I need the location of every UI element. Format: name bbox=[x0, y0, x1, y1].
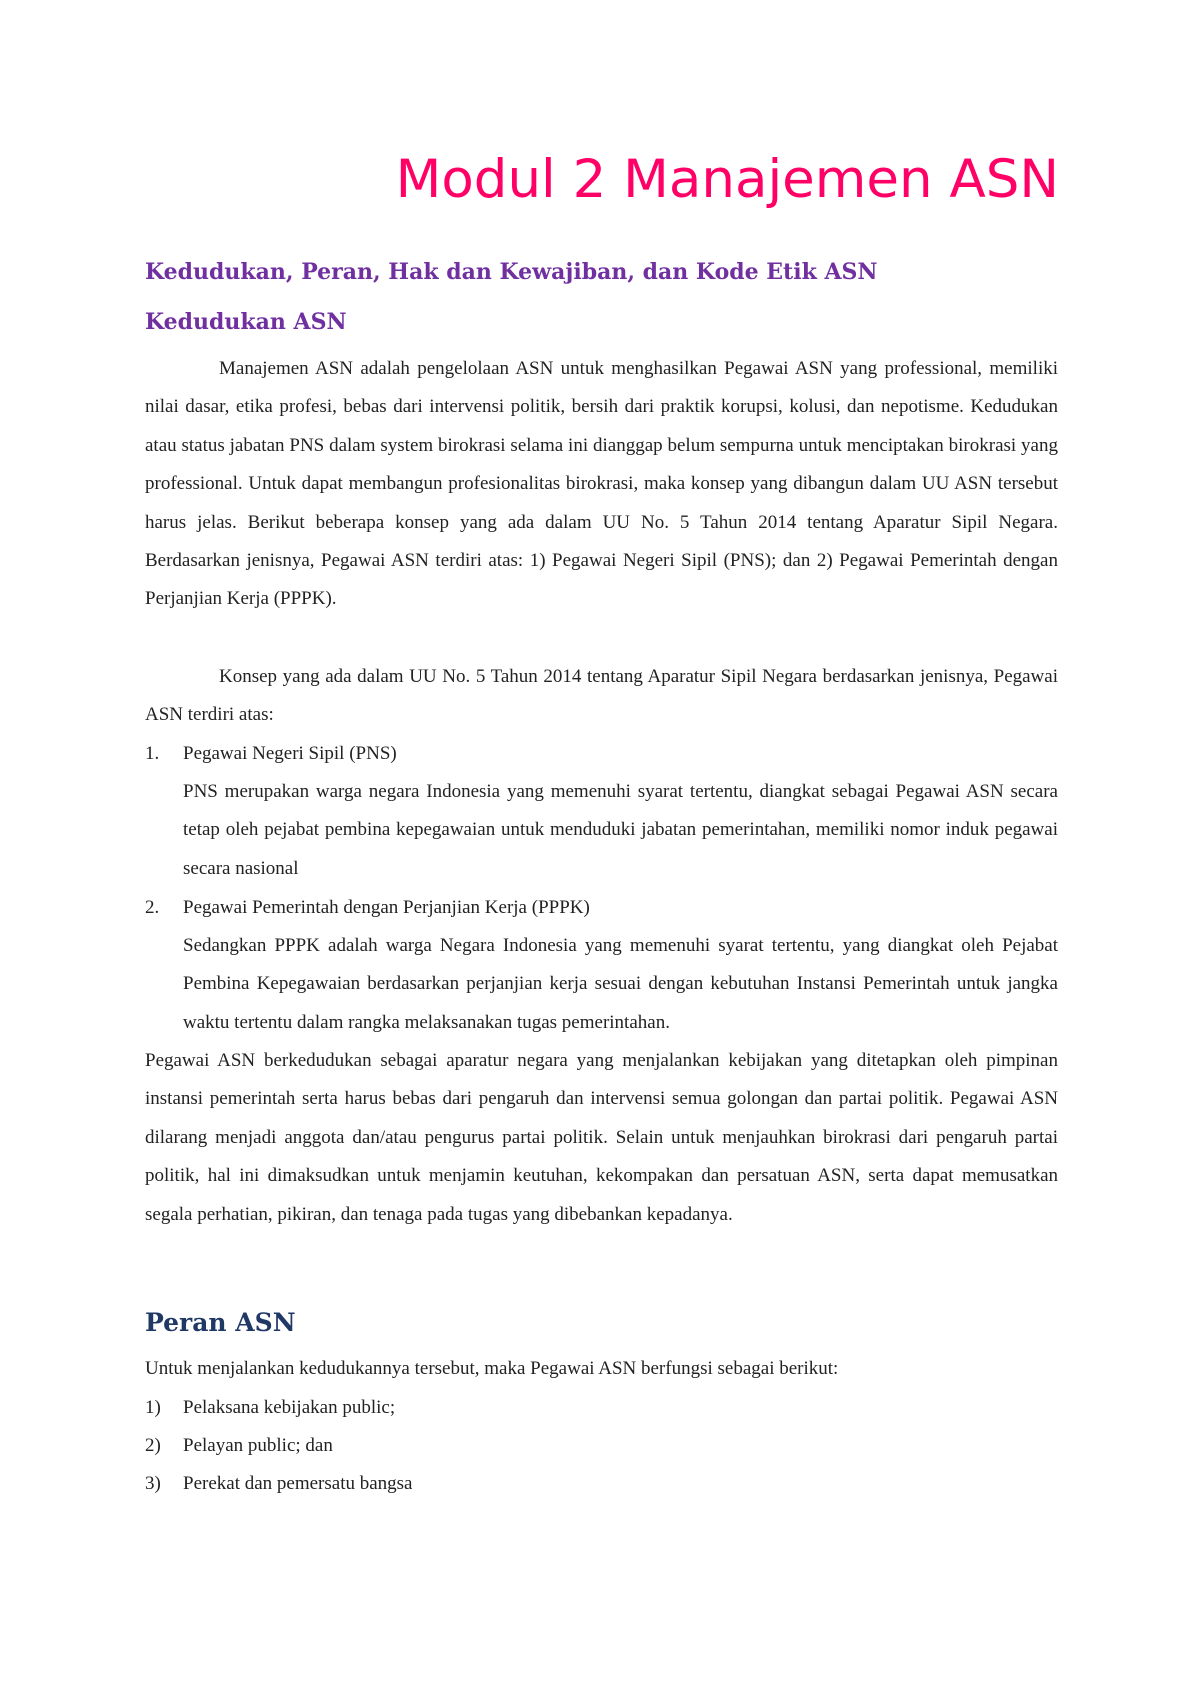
list-item: Pelaksana kebijakan public; bbox=[183, 1397, 396, 1418]
kedudukan-paragraph-1: Manajemen ASN adalah pengelolaan ASN untuk menghasilkan Pegawai ASN yang professional, memiliki nilai dasar, etika profesi, bebas dari intervensi politik, bersih dari praktik korupsi, kolusi, dan nepotisme. Kedudukan atau status jabatan PNS dalam system birokrasi selama ini dianggap belum sempurna untuk menciptakan birokrasi yang professional. Untuk dapat membangun profesionalitas birokrasi, maka konsep yang dibangun dalam UU ASN tersebut harus jelas. Berikut beberapa konsep yang ada dalam UU No. 5 Tahun 2014 tentang Aparatur Sipil Negara. Berdasarkan jenisnya, Pegawai ASN terdiri atas: 1) Pegawai Negeri Sipil (PNS); dan 2) Pegawai Pemerintah dengan Perjanjian Kerja (PPPK). bbox=[145, 358, 1058, 610]
peran-heading: Peran ASN bbox=[145, 1308, 296, 1337]
peran-intro: Untuk menjalankan kedudukannya tersebut, maka Pegawai ASN berfungsi sebagai berikut: bbox=[145, 1358, 839, 1379]
list-item-title: Pegawai Negeri Sipil (PNS) bbox=[183, 743, 397, 764]
list-item-description: Sedangkan PPPK adalah warga Negara Indonesia yang memenuhi syarat tertentu, yang diangkat oleh Pejabat Pembina Kepegawaian berdasarkan perjanjian kerja sesuai dengan kebutuhan Instansi Pemerintah untuk jangka waktu tertentu dalam rangka melaksanakan tugas pemerintahan. bbox=[183, 935, 1058, 1033]
list-item-description: PNS merupakan warga negara Indonesia yang memenuhi syarat tertentu, diangkat sebagai Pegawai ASN secara tetap oleh pejabat pembina kepegawaian untuk menduduki jabatan pemerintahan, memiliki nomor induk pegawai secara nasional bbox=[183, 781, 1058, 879]
list-item-number: 1. bbox=[145, 743, 160, 764]
list-item-number: 2. bbox=[145, 897, 160, 918]
kedudukan-paragraph-3: Pegawai ASN berkedudukan sebagai aparatur negara yang menjalankan kebijakan yang ditetapkan oleh pimpinan instansi pemerintah serta harus bebas dari pengaruh dan intervensi semua golongan dan partai politik. Pegawai ASN dilarang menjadi anggota dan/atau pengurus partai politik. Selain untuk menjauhkan birokrasi dari pengaruh partai politik, hal ini dimaksudkan untuk menjamin keutuhan, kekompakan dan persatuan ASN, serta dapat memusatkan segala perhatian, pikiran, dan tenaga pada tugas yang dibebankan kepadanya. bbox=[145, 1050, 1058, 1225]
kedudukan-heading: Kedudukan ASN bbox=[145, 309, 347, 335]
list-item: Perekat dan pemersatu bangsa bbox=[183, 1473, 413, 1494]
document-title: Modul 2 Manajemen ASN bbox=[395, 149, 1059, 210]
document-subtitle: Kedudukan, Peran, Hak dan Kewajiban, dan Kode Etik ASN bbox=[145, 259, 878, 285]
list-item-number: 3) bbox=[145, 1473, 161, 1494]
kedudukan-paragraph-2: Konsep yang ada dalam UU No. 5 Tahun 2014 tentang Aparatur Sipil Negara berdasarkan jenisnya, Pegawai ASN terdiri atas: bbox=[145, 666, 1058, 726]
list-item: Pelayan public; dan bbox=[183, 1435, 333, 1456]
list-item-number: 1) bbox=[145, 1397, 161, 1418]
list-item-number: 2) bbox=[145, 1435, 161, 1456]
list-item-title: Pegawai Pemerintah dengan Perjanjian Kerja (PPPK) bbox=[183, 897, 590, 918]
